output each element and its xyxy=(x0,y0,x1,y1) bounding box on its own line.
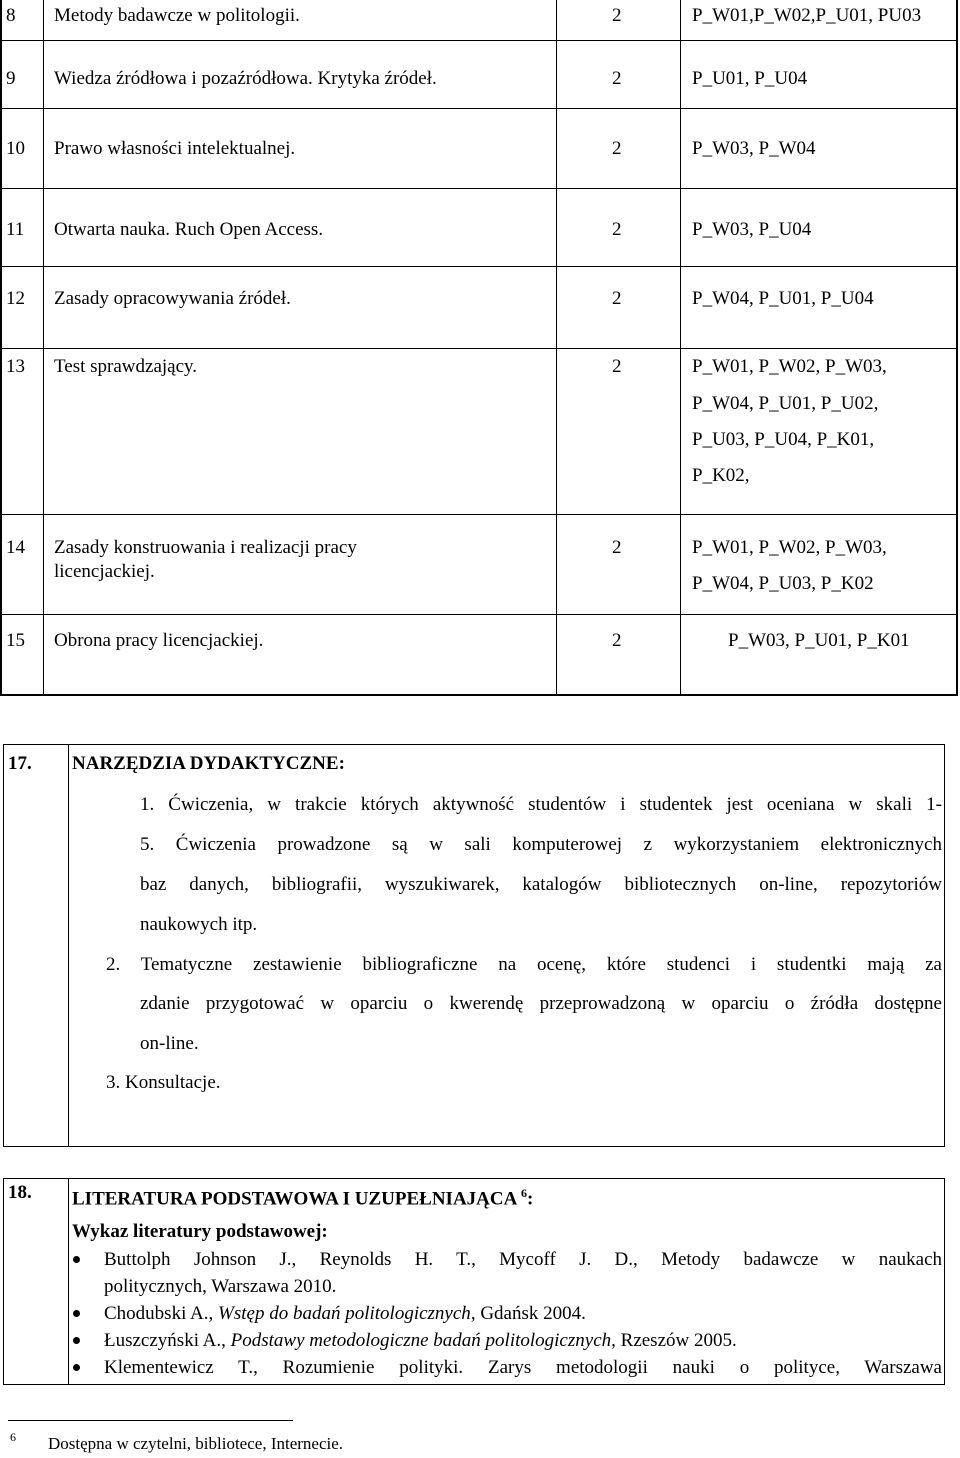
section-number: 18. xyxy=(8,1182,32,1203)
row-topic: Zasady konstruowania i realizacji pracy xyxy=(54,537,357,558)
row-hours: 2 xyxy=(612,68,622,89)
row-effects: P_W03, P_U04 xyxy=(692,219,812,240)
row-effects: P_W01, P_W02, P_W03, xyxy=(692,356,887,377)
bib-entry: politycznych, Warszawa 2010. xyxy=(104,1276,337,1297)
tools-item-3: 3. Konsultacje. xyxy=(106,1072,221,1093)
bullet-icon xyxy=(73,1310,80,1317)
row-number: 13 xyxy=(6,356,25,377)
row-topic: Prawo własności intelektualnej. xyxy=(54,138,296,159)
row-hours: 2 xyxy=(612,630,622,651)
row-effects: P_K02, xyxy=(692,465,750,486)
tools-item-2: zdanie przygotować w oparciu o kwerendę przeprowadzoną w oparciu o źródła dostępne xyxy=(140,993,942,1014)
row-topic: Test sprawdzający. xyxy=(54,356,198,377)
bullet-icon xyxy=(73,1364,80,1371)
row-effects: P_W03, P_W04 xyxy=(692,138,816,159)
section-number: 17. xyxy=(8,753,32,774)
row-hours: 2 xyxy=(612,5,622,26)
row-number: 14 xyxy=(6,537,25,558)
row-topic: licencjackiej. xyxy=(54,561,155,582)
row-number: 8 xyxy=(6,5,16,26)
row-number: 12 xyxy=(6,288,25,309)
bib-entry: Buttolph Johnson J., Reynolds H. T., Mycoff J. D., Metody badawcze w naukach xyxy=(104,1249,942,1270)
section-title: NARZĘDZIA DYDAKTYCZNE: xyxy=(72,753,345,774)
row-effects: P_W03, P_U01, P_K01 xyxy=(728,630,910,651)
row-hours: 2 xyxy=(612,138,622,159)
row-number: 11 xyxy=(6,219,25,240)
bullet-icon xyxy=(73,1337,80,1344)
row-topic: Zasady opracowywania źródeł. xyxy=(54,288,291,309)
row-hours: 2 xyxy=(612,219,622,240)
bib-entry: Chodubski A., Wstęp do badań politologicznych, Gdańsk 2004. xyxy=(104,1303,586,1324)
row-number: 15 xyxy=(6,630,25,651)
literature-subtitle: Wykaz literatury podstawowej: xyxy=(72,1221,328,1242)
row-topic: Metody badawcze w politologii. xyxy=(54,5,300,26)
tools-item-1: 5. Ćwiczenia prowadzone są w sali komputerowej z wykorzystaniem elektronicznych xyxy=(140,834,942,855)
row-hours: 2 xyxy=(612,356,622,377)
row-effects: P_U01, P_U04 xyxy=(692,68,808,89)
tools-item-2: 2. Tematyczne zestawienie bibliograficzne na ocenę, które studenci i studentki mają za xyxy=(106,954,942,975)
row-topic: Otwarta nauka. Ruch Open Access. xyxy=(54,219,324,240)
row-effects: P_W01, P_W02, P_W03, xyxy=(692,537,887,558)
row-effects: P_W01,P_W02,P_U01, PU03 xyxy=(692,5,922,26)
row-effects: P_W04, P_U01, P_U04 xyxy=(692,288,874,309)
tools-item-1: naukowych itp. xyxy=(140,914,258,935)
footnote-ref: 6 xyxy=(521,1186,528,1200)
row-hours: 2 xyxy=(612,537,622,558)
row-effects: P_U03, P_U04, P_K01, xyxy=(692,429,875,450)
footnote-text: Dostępna w czytelni, bibliotece, Internecie. xyxy=(48,1434,344,1453)
row-topic: Obrona pracy licencjackiej. xyxy=(54,630,264,651)
row-hours: 2 xyxy=(612,288,622,309)
tools-item-1: 1. Ćwiczenia, w trakcie których aktywność studentów i studentek jest oceniana w skali 1- xyxy=(140,794,942,815)
row-number: 10 xyxy=(6,138,25,159)
row-effects: P_W04, P_U03, P_K02 xyxy=(692,573,874,594)
row-topic: Wiedza źródłowa i pozaźródłowa. Krytyka źródeł. xyxy=(54,68,437,89)
bib-entry: Łuszczyński A., Podstawy metodologiczne badań politologicznych, Rzeszów 2005. xyxy=(104,1330,737,1351)
bullet-icon xyxy=(73,1256,80,1263)
footnote-mark: 6 xyxy=(10,1430,16,1444)
row-number: 9 xyxy=(6,68,16,89)
tools-item-2: on-line. xyxy=(140,1033,199,1054)
footnote-separator xyxy=(8,1420,293,1421)
bib-entry: Klementewicz T., Rozumienie polityki. Zarys metodologii nauki o polityce, Warszawa xyxy=(104,1357,942,1378)
section-title: LITERATURA PODSTAWOWA I UZUPEŁNIAJĄCA $^6$: xyxy=(72,1186,534,1210)
tools-item-1: baz danych, bibliografii, wyszukiwarek, katalogów bibliotecznych on-line, repozytoriów xyxy=(140,874,942,895)
row-effects: P_W04, P_U01, P_U02, xyxy=(692,393,879,414)
